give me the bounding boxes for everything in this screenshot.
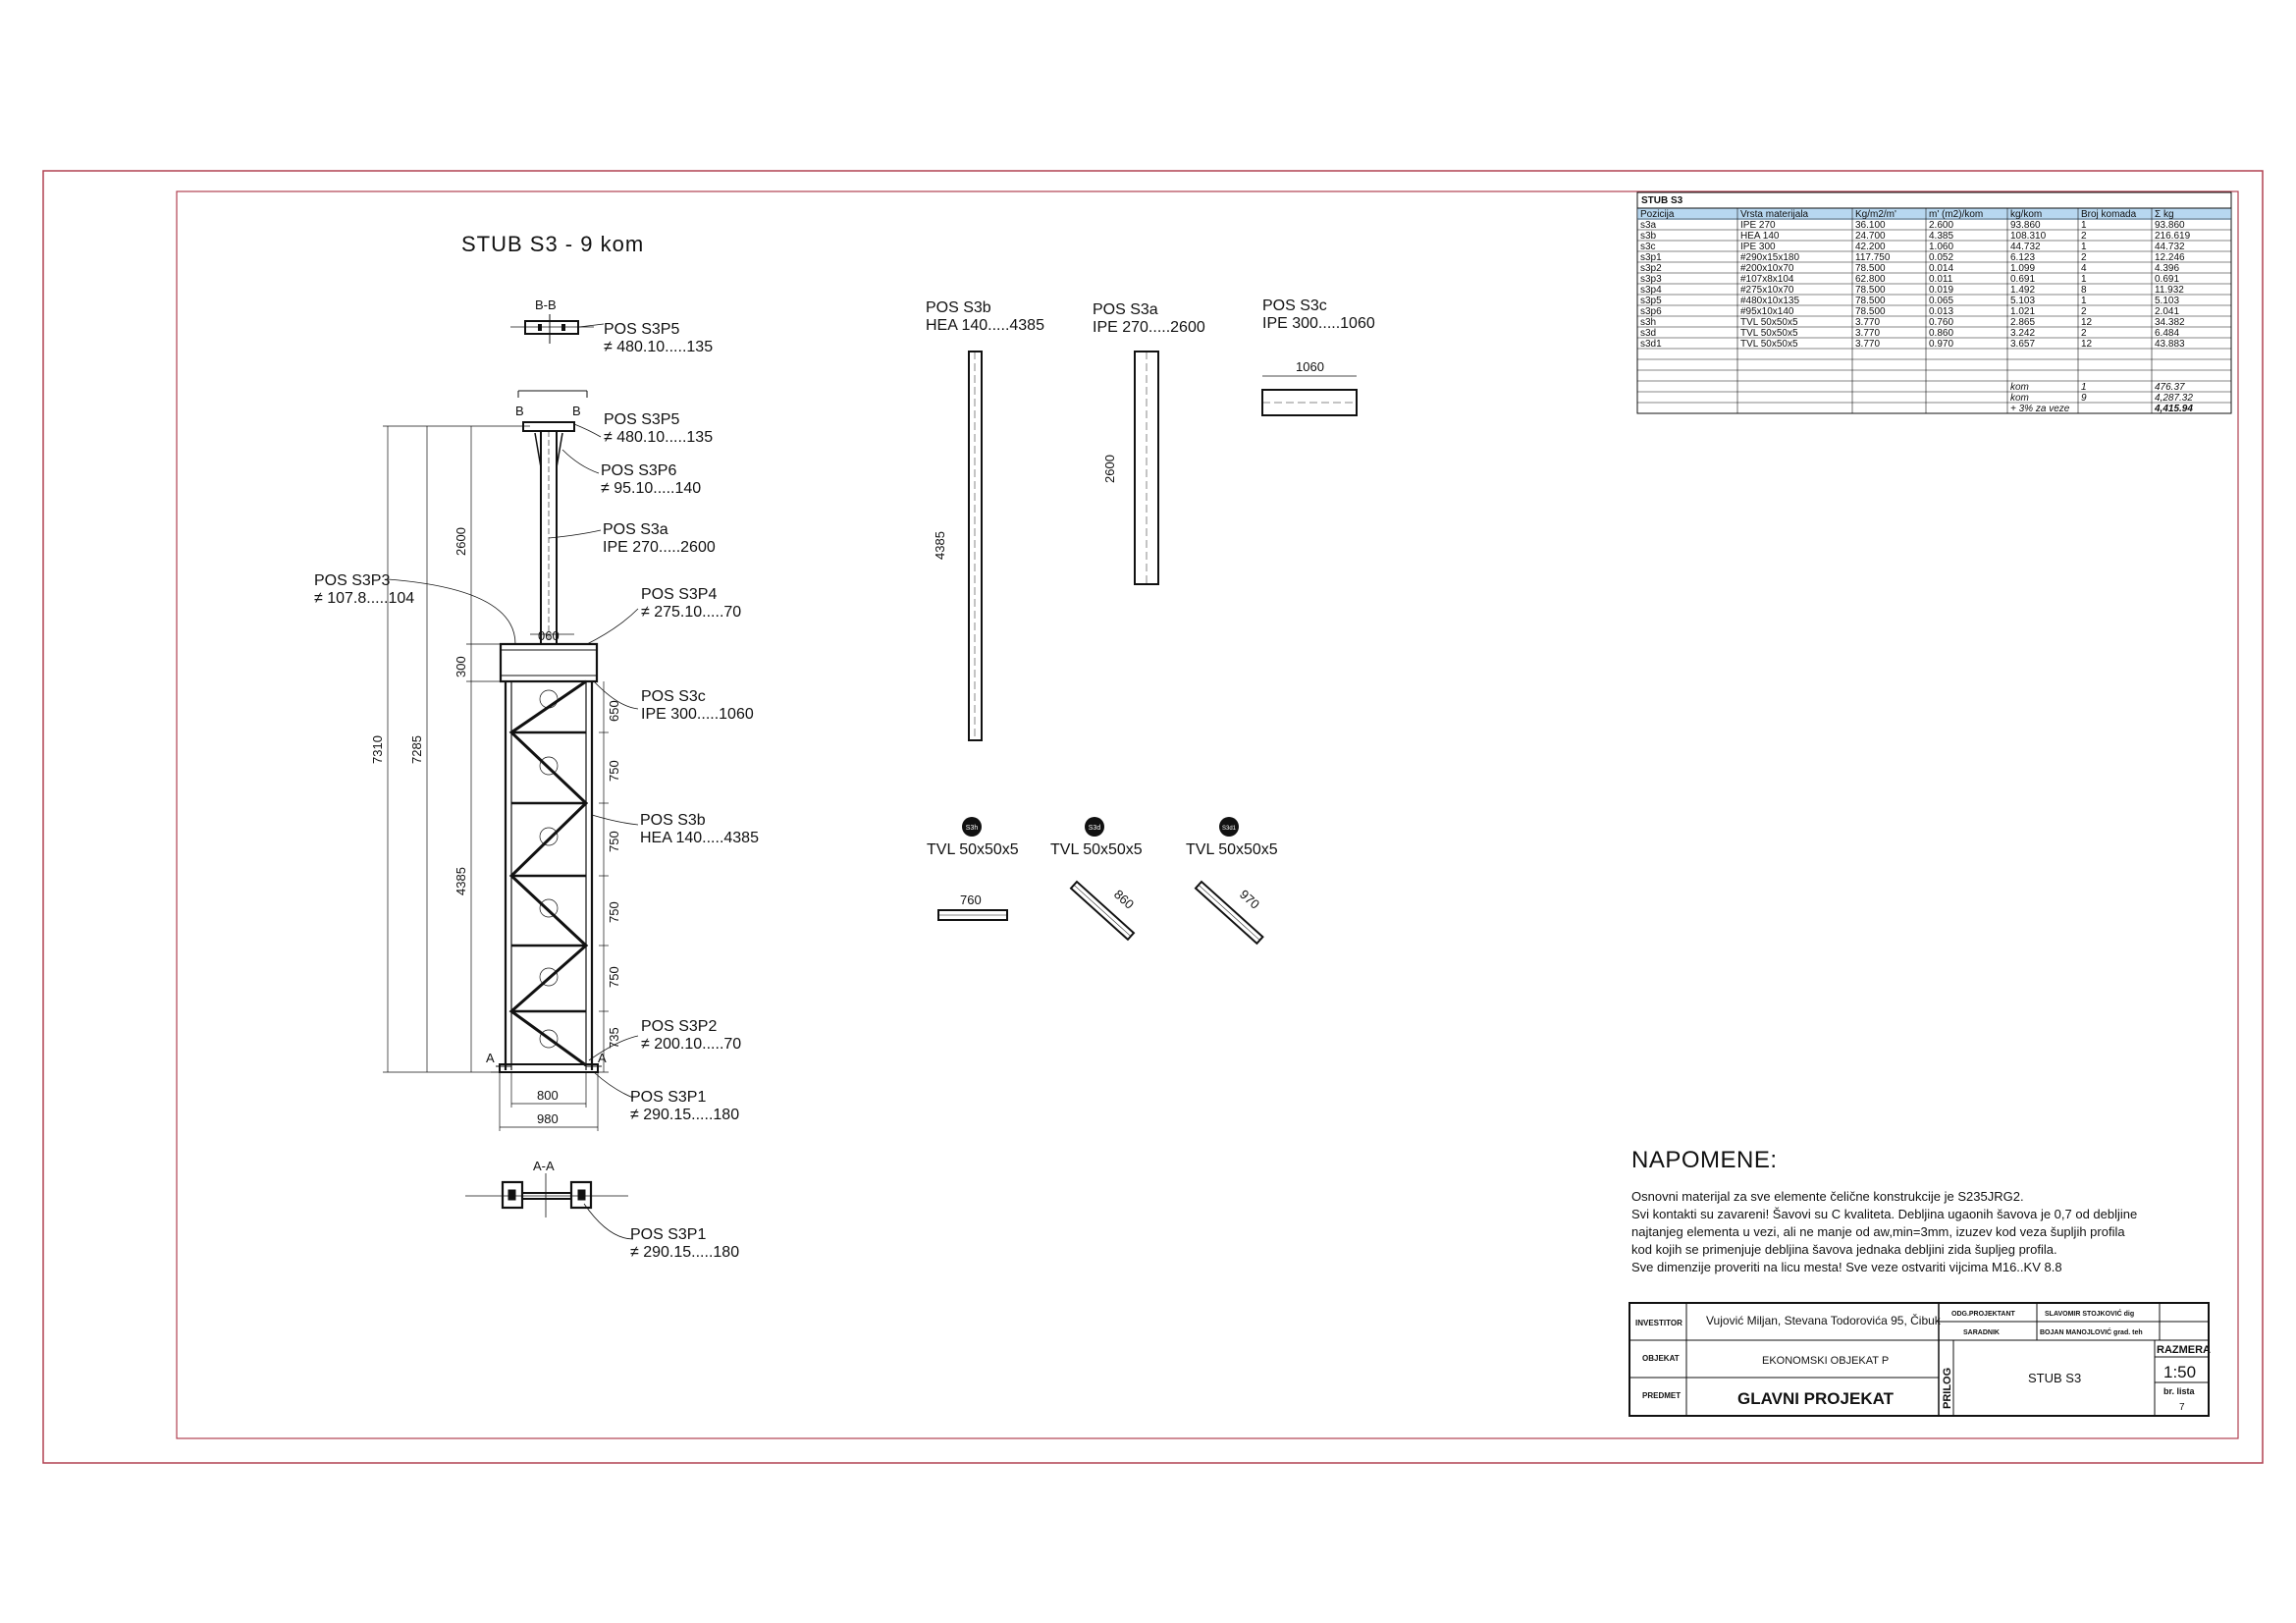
bom-cell: IPE 300 xyxy=(1740,242,1776,252)
label-s3p5-mid-pos: POS S3P5 xyxy=(604,411,680,428)
dim-2600: 2600 xyxy=(454,527,468,556)
part-s3a-dim: 2600 xyxy=(1102,455,1117,483)
bom-cell: 1.099 xyxy=(2010,263,2036,274)
bom-cell: 93.860 xyxy=(2010,220,2041,231)
tvl-s3h-dim: 760 xyxy=(960,893,982,907)
notes-line: Svi kontakti su zavareni! Šavovi su C kvaliteta. Debljina ugaonih šavova je 0,7 od debljine xyxy=(1631,1207,2138,1221)
bom-cell: 1 xyxy=(2081,242,2087,252)
bom-cell: 0.019 xyxy=(1929,285,1954,296)
bom-cell: 12.246 xyxy=(2155,252,2185,263)
bom-cell: 62.800 xyxy=(1855,274,1886,285)
bom-header-cell: Kg/m2/m' xyxy=(1855,209,1896,220)
tb-razmera: 1:50 xyxy=(2163,1363,2197,1381)
label-s3a-pos: POS S3a xyxy=(603,521,668,538)
tvl-s3d1-spec: TVL 50x50x5 xyxy=(1186,841,1278,858)
bom-cell: 78.500 xyxy=(1855,285,1886,296)
bom-cell: 2 xyxy=(2081,306,2087,317)
bom-cell: 24.700 xyxy=(1855,231,1886,242)
bom-cell: HEA 140 xyxy=(1740,231,1780,242)
bom-cell: 3.770 xyxy=(1855,328,1881,339)
bom-cell: 108.310 xyxy=(2010,231,2047,242)
bom-cell: s3p3 xyxy=(1640,274,1662,285)
dim-7310: 7310 xyxy=(370,735,385,764)
bom-cell: s3d1 xyxy=(1640,339,1662,350)
label-s3p2-spec: ≠ 200.10.....70 xyxy=(641,1036,742,1053)
tvl-s3d xyxy=(1050,817,1143,940)
section-a-right: A xyxy=(598,1051,607,1065)
dim-300: 300 xyxy=(454,656,468,677)
bom-cell: #107x8x104 xyxy=(1740,274,1794,285)
tb-saradnik: BOJAN MANOJLOVIĆ grad. teh xyxy=(2040,1329,2143,1336)
dim-060: 060 xyxy=(538,628,560,643)
bom-summary-label: + 3% za veze xyxy=(2010,404,2070,414)
tvl-s3d1-badge: S3d1 xyxy=(1221,826,1237,832)
notes-line: kod kojih se primenjuje debljina šavova jednaka debljini zida šupljeg profila. xyxy=(1631,1242,2057,1257)
bom-cell: 12 xyxy=(2081,339,2093,350)
bom-cell: 3.770 xyxy=(1855,317,1881,328)
bom-cell: TVL 50x50x5 xyxy=(1740,317,1798,328)
bom-summary-total: 4,415.94 xyxy=(2155,404,2193,414)
bom-cell: #200x10x70 xyxy=(1740,263,1794,274)
bom-cell: 78.500 xyxy=(1855,306,1886,317)
bom-cell: 4.396 xyxy=(2155,263,2180,274)
bom-cell: 43.883 xyxy=(2155,339,2185,350)
bom-cell: 1.060 xyxy=(1929,242,1954,252)
tvl-s3d-badge: S3d xyxy=(1088,825,1101,832)
bom-cell: s3p5 xyxy=(1640,296,1662,306)
bom-cell: 0.065 xyxy=(1929,296,1954,306)
bom-cell: 2.600 xyxy=(1929,220,1954,231)
bom-cell: 2 xyxy=(2081,328,2087,339)
section-aa xyxy=(465,1173,628,1217)
bom-cell: 44.732 xyxy=(2155,242,2185,252)
notes-line: Sve dimenzije proveriti na licu mesta! Sve veze ostvariti vijcima M16..KV 8.8 xyxy=(1631,1260,2062,1274)
section-b-left: B xyxy=(515,404,524,418)
bom-cell: s3d xyxy=(1640,328,1657,339)
column-elevation xyxy=(491,391,609,1072)
bom-cell: s3a xyxy=(1640,220,1657,231)
label-s3c-pos: POS S3c xyxy=(641,688,706,705)
part-s3a xyxy=(1093,301,1205,584)
bom-header-cell: m' (m2)/kom xyxy=(1929,209,1984,220)
bom-cell: 1 xyxy=(2081,296,2087,306)
tb-objekat: EKONOMSKI OBJEKAT P xyxy=(1762,1355,1890,1367)
label-s3p1-pos: POS S3P1 xyxy=(630,1089,707,1106)
bill-of-materials xyxy=(1637,192,2231,414)
dim-750-a: 750 xyxy=(607,760,621,782)
bom-cell: 93.860 xyxy=(2155,220,2185,231)
tb-odgprojektant: SLAVOMIR STOJKOVIĆ dig xyxy=(2045,1311,2135,1318)
bom-cell: s3c xyxy=(1640,242,1656,252)
bom-cell: 5.103 xyxy=(2010,296,2036,306)
bom-summary-label: kom xyxy=(2010,382,2029,393)
section-bb-label: B-B xyxy=(535,298,557,312)
label-s3b-pos: POS S3b xyxy=(640,812,706,829)
label-s3p6-spec: ≠ 95.10.....140 xyxy=(601,480,702,497)
tvl-s3h-badge: S3h xyxy=(965,825,979,832)
tvl-s3d1-dim: 970 xyxy=(1236,887,1263,912)
dim-7285: 7285 xyxy=(409,735,424,764)
part-s3b-spec: HEA 140.....4385 xyxy=(926,317,1044,334)
bom-header-cell: Σ kg xyxy=(2155,209,2174,220)
bom-cell: 1 xyxy=(2081,220,2087,231)
label-s3p5-top-pos: POS S3P5 xyxy=(604,321,680,338)
bom-cell: 36.100 xyxy=(1855,220,1886,231)
tb-razmera-label: RAZMERA xyxy=(2157,1344,2211,1356)
bom-cell: TVL 50x50x5 xyxy=(1740,328,1798,339)
tvl-s3d-dim: 860 xyxy=(1110,887,1138,912)
bom-cell: 8 xyxy=(2081,285,2087,296)
tb-list: 7 xyxy=(2179,1402,2185,1413)
tb-predmet-label: PREDMET xyxy=(1642,1391,1682,1400)
bom-cell: 12 xyxy=(2081,317,2093,328)
part-s3c-spec: IPE 300.....1060 xyxy=(1262,315,1375,332)
bom-cell: 0.013 xyxy=(1929,306,1954,317)
notes-title: NAPOMENE: xyxy=(1631,1147,1778,1173)
bom-cell: 78.500 xyxy=(1855,296,1886,306)
bom-cell: 2.865 xyxy=(2010,317,2036,328)
part-s3c-dim: 1060 xyxy=(1296,359,1324,374)
bom-cell: 1.021 xyxy=(2010,306,2036,317)
bom-summary-count: 1 xyxy=(2081,382,2087,393)
bom-cell: 0.691 xyxy=(2155,274,2180,285)
part-s3b-pos: POS S3b xyxy=(926,299,991,316)
bom-cell: #480x10x135 xyxy=(1740,296,1800,306)
label-s3p5-top-spec: ≠ 480.10.....135 xyxy=(604,339,714,355)
bom-cell: 78.500 xyxy=(1855,263,1886,274)
bom-cell: 117.750 xyxy=(1855,252,1891,263)
tb-odgprojektant-label: ODG.PROJEKTANT xyxy=(1951,1311,2015,1318)
dimension-lines xyxy=(383,426,609,1131)
bom-cell: 2.041 xyxy=(2155,306,2180,317)
tvl-s3h xyxy=(927,817,1019,920)
label-s3p4-spec: ≠ 275.10.....70 xyxy=(641,604,742,621)
section-bb xyxy=(510,298,604,344)
bom-cell: 216.619 xyxy=(2155,231,2191,242)
tb-prilog-label: PRILOG xyxy=(1942,1367,1953,1409)
bom-cell: 3.770 xyxy=(1855,339,1881,350)
bom-cell: s3b xyxy=(1640,231,1657,242)
dim-750-d: 750 xyxy=(607,966,621,988)
tvl-s3h-spec: TVL 50x50x5 xyxy=(927,841,1019,858)
bom-cell: 4.385 xyxy=(1929,231,1954,242)
tb-investitor-label: INVESTITOR xyxy=(1635,1319,1682,1327)
label-s3p1-bottom-pos: POS S3P1 xyxy=(630,1226,707,1243)
bom-cell: #290x15x180 xyxy=(1740,252,1800,263)
drawing-title: STUB S3 - 9 kom xyxy=(461,232,645,256)
tb-list-label: br. lista xyxy=(2163,1386,2195,1396)
part-s3b xyxy=(926,299,1044,740)
notes-line: najtanjeg elementa u vezi, ali ne manje od aw,min=3mm, izuzev kod veza šupljih profila xyxy=(1631,1224,2125,1239)
section-b-right: B xyxy=(572,404,581,418)
bom-cell: 3.657 xyxy=(2010,339,2036,350)
bom-summary-total: 476.37 xyxy=(2155,382,2185,393)
bom-header-cell: Vrsta materijala xyxy=(1740,209,1809,220)
leader-lines xyxy=(388,424,638,1239)
bom-header-cell: kg/kom xyxy=(2010,209,2043,220)
label-s3b-spec: HEA 140.....4385 xyxy=(640,830,759,846)
dim-735: 735 xyxy=(607,1027,621,1049)
label-s3p1-bottom-spec: ≠ 290.15.....180 xyxy=(630,1244,740,1261)
tb-prilog: STUB S3 xyxy=(2028,1371,2082,1385)
bom-cell: 0.691 xyxy=(2010,274,2036,285)
bom-title: STUB S3 xyxy=(1641,195,1683,206)
section-aa-label: A-A xyxy=(533,1159,555,1173)
bom-cell: 6.484 xyxy=(2155,328,2180,339)
label-s3a-spec: IPE 270.....2600 xyxy=(603,539,716,556)
bom-cell: 4 xyxy=(2081,263,2087,274)
bom-cell: 0.860 xyxy=(1929,328,1954,339)
label-s3p3-spec: ≠ 107.8.....104 xyxy=(314,590,415,607)
dim-750-b: 750 xyxy=(607,831,621,852)
bom-cell: 0.011 xyxy=(1929,274,1953,285)
bom-cell: 2 xyxy=(2081,231,2087,242)
bom-summary-total: 4,287.32 xyxy=(2155,393,2193,404)
bom-cell: 0.014 xyxy=(1929,263,1954,274)
bom-cell: IPE 270 xyxy=(1740,220,1776,231)
part-s3c-pos: POS S3c xyxy=(1262,298,1327,314)
bom-cell: 1 xyxy=(2081,274,2087,285)
label-s3p2-pos: POS S3P2 xyxy=(641,1018,718,1035)
tb-investitor: Vujović Miljan, Stevana Todorovića 95, Čibuk xyxy=(1706,1314,1941,1327)
label-s3p6-pos: POS S3P6 xyxy=(601,462,677,479)
bom-cell: #275x10x70 xyxy=(1740,285,1794,296)
tvl-s3d-spec: TVL 50x50x5 xyxy=(1050,841,1143,858)
label-s3c-spec: IPE 300.....1060 xyxy=(641,706,754,723)
bom-header-cell: Pozicija xyxy=(1640,209,1675,220)
bom-cell: 6.123 xyxy=(2010,252,2036,263)
bom-cell: 3.242 xyxy=(2010,328,2036,339)
notes-body xyxy=(1631,1188,2181,1276)
bom-cell: s3p4 xyxy=(1640,285,1662,296)
bom-cell: 0.052 xyxy=(1929,252,1954,263)
bom-cell: s3h xyxy=(1640,317,1657,328)
bom-cell: 5.103 xyxy=(2155,296,2180,306)
bom-cell: 0.970 xyxy=(1929,339,1954,350)
part-s3a-spec: IPE 270.....2600 xyxy=(1093,319,1205,336)
notes-line: Osnovni materijal za sve elemente čelične konstrukcije je S235JRG2. xyxy=(1631,1189,2024,1204)
dim-650: 650 xyxy=(607,700,621,722)
label-s3p3-pos: POS S3P3 xyxy=(314,572,391,589)
part-s3a-pos: POS S3a xyxy=(1093,301,1158,318)
dim-980: 980 xyxy=(537,1111,559,1126)
tb-saradnik-label: SARADNIK xyxy=(1963,1329,2000,1336)
part-s3c xyxy=(1262,298,1375,415)
tvl-s3d1 xyxy=(1186,817,1278,944)
label-s3p4-pos: POS S3P4 xyxy=(641,586,718,603)
part-s3b-dim: 4385 xyxy=(933,531,947,560)
section-a-left: A xyxy=(486,1051,495,1065)
bom-cell: 42.200 xyxy=(1855,242,1886,252)
bom-cell: #95x10x140 xyxy=(1740,306,1794,317)
label-s3p5-mid-spec: ≠ 480.10.....135 xyxy=(604,429,714,446)
bom-cell: s3p6 xyxy=(1640,306,1662,317)
notes xyxy=(1631,1147,2181,1276)
bom-cell: 11.932 xyxy=(2155,285,2184,296)
bom-cell: 0.760 xyxy=(1929,317,1954,328)
bom-cell: 1.492 xyxy=(2010,285,2036,296)
bom-cell: TVL 50x50x5 xyxy=(1740,339,1798,350)
bom-cell: 34.382 xyxy=(2155,317,2185,328)
dim-4385: 4385 xyxy=(454,867,468,895)
label-s3p1-spec: ≠ 290.15.....180 xyxy=(630,1107,740,1123)
tb-predmet: GLAVNI PROJEKAT xyxy=(1737,1389,1894,1408)
dim-750-c: 750 xyxy=(607,901,621,923)
tb-objekat-label: OBJEKAT xyxy=(1642,1354,1680,1363)
bom-cell: 2 xyxy=(2081,252,2087,263)
bom-header-cell: Broj komada xyxy=(2081,209,2137,220)
bom-cell: 44.732 xyxy=(2010,242,2041,252)
bom-cell: s3p2 xyxy=(1640,263,1662,274)
dim-800: 800 xyxy=(537,1088,559,1103)
bom-cell: s3p1 xyxy=(1640,252,1662,263)
bom-summary-label: kom xyxy=(2010,393,2029,404)
bom-summary-count: 9 xyxy=(2081,393,2087,404)
